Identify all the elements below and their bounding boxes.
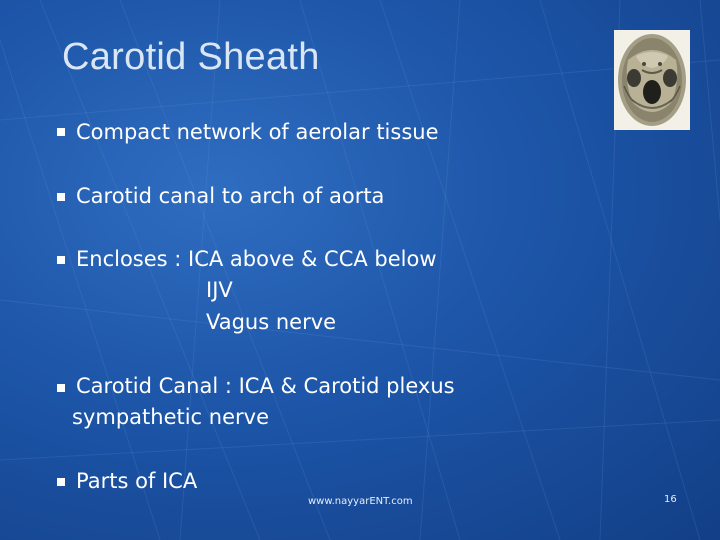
bullet-marker <box>57 384 65 392</box>
skull-base-image <box>614 30 690 130</box>
bullet-subline: IJV <box>206 278 233 302</box>
bullet-text: Parts of ICA <box>76 469 198 493</box>
slide-title: Carotid Sheath <box>62 36 320 78</box>
bullet-text: Compact network of aerolar tissue <box>76 120 439 144</box>
bullet-marker <box>57 193 65 201</box>
bullet-continuation: sympathetic nerve <box>72 405 269 429</box>
bullet-marker <box>57 478 65 486</box>
bullet-marker <box>57 256 65 264</box>
footer-url: www.nayyarENT.com <box>308 496 413 507</box>
bullet-text: Carotid canal to arch of aorta <box>76 184 385 208</box>
slide-number: 16 <box>664 494 677 505</box>
bullet-marker <box>57 128 65 136</box>
bullet-subline: Vagus nerve <box>206 310 337 334</box>
skull-illustration <box>614 30 690 130</box>
bullet-text: Carotid Canal : ICA & Carotid plexus <box>76 374 455 398</box>
bullet-text: Encloses : ICA above & CCA below <box>76 247 437 271</box>
